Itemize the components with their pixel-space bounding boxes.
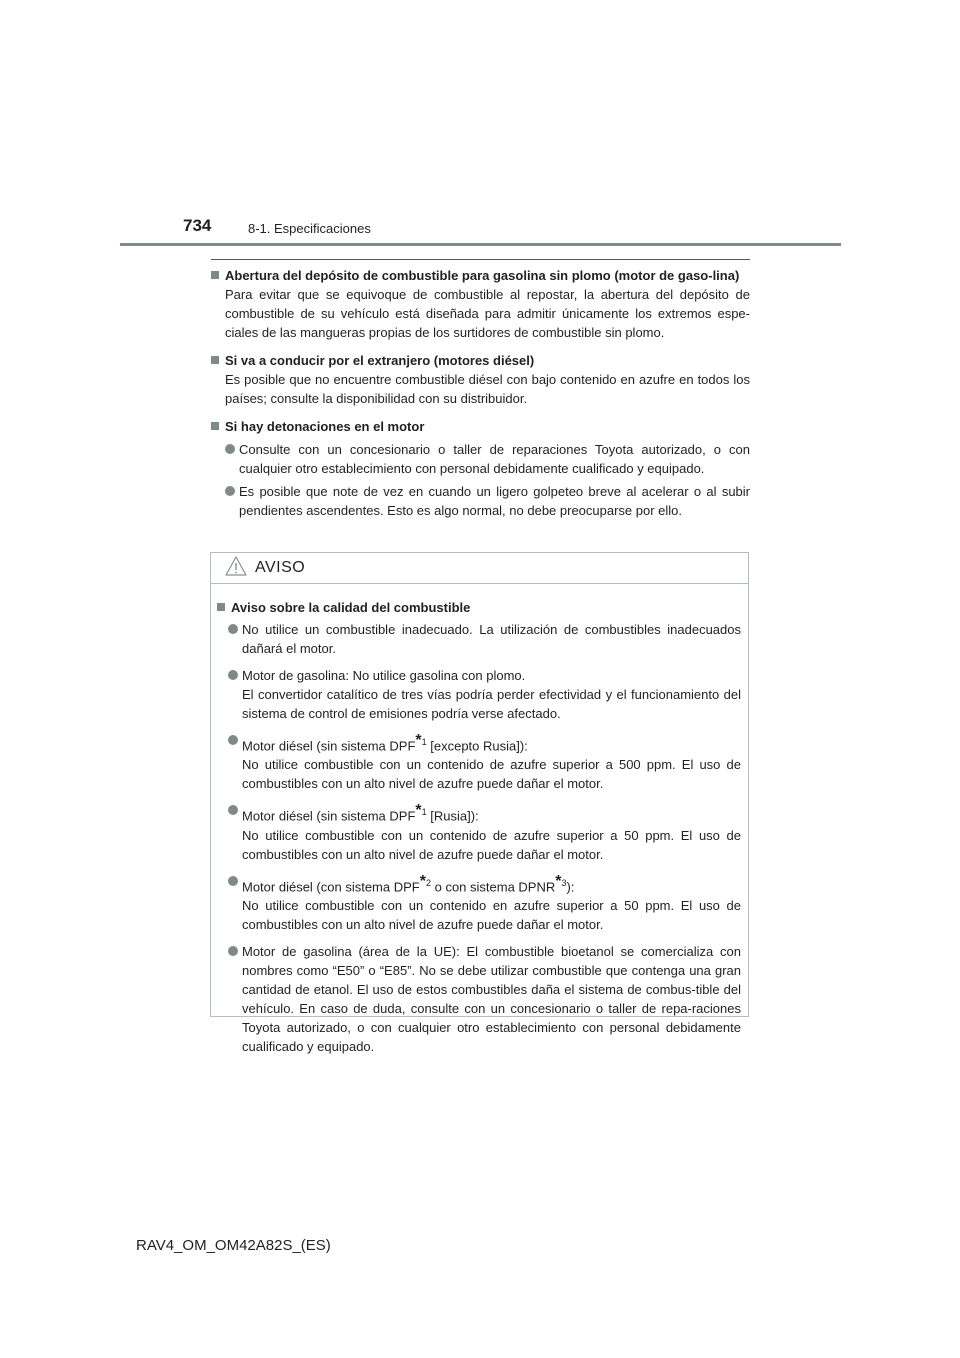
square-bullet-icon [211, 422, 219, 430]
warning-label: AVISO [255, 559, 306, 576]
bullet-line: Motor diésel (con sistema DPF [242, 878, 420, 894]
item-heading [211, 351, 750, 370]
warning-heading [217, 598, 741, 617]
footnote-asterisk: * [415, 732, 422, 749]
bullet-line: No utilice combustible con un contenido de azufre superior a 50 ppm. El uso de combustibles con un alto nivel de azufre puede dañar el motor. [242, 827, 741, 862]
item-heading [211, 266, 750, 285]
item-title: Abertura del depósito de combustible para gasolina sin plomo (motor de gaso-lina) [225, 268, 740, 283]
bullet-line: El convertidor catalítico de tres vías podría perder efectividad y el funcionamiento del sistema de control de emisiones podría verse afectado. [242, 687, 741, 721]
square-bullet-icon [217, 603, 225, 611]
list-item [211, 482, 750, 520]
bullet-line: No utilice combustible con un contenido de azufre superior a 500 ppm. El uso de combustibles con un alto nivel de azufre puede dañar el motor. [242, 757, 741, 792]
circle-bullet-icon [225, 444, 235, 454]
warning-triangle-icon [225, 556, 247, 581]
list-item [217, 666, 741, 723]
item-title: Si va a conducir por el extranjero (motores diésel) [225, 353, 535, 368]
circle-bullet-icon [228, 876, 238, 886]
circle-bullet-icon [228, 624, 238, 634]
footnote-number: 2 [425, 877, 431, 888]
list-item [217, 942, 741, 1056]
bullet-text [242, 801, 741, 863]
footnote-asterisk: * [555, 872, 562, 890]
bullet-line: [Rusia]): [426, 808, 479, 824]
warning-title: Aviso sobre la calidad del combustible [231, 600, 471, 615]
footnote-number: 1 [421, 737, 427, 747]
section-fuel-opening [211, 266, 750, 342]
bullet-line: Motor de gasolina: No utilice gasolina con plomo. [242, 668, 526, 683]
bullet-text: Motor de gasolina (área de la UE): El combustible bioetanol se comercializa con nombres como “E50” o “E85”. No se debe utilizar combustible que contenga una gran cantidad de etanol. El uso de estos combustibles daña el sistema de combus-tible del vehículo. En caso de duda, consulte con un concesionario o taller de repa-raciones Toyota autorizado, o con cualquier otro establecimiento con personal debidamente cualificado y equipado. [242, 943, 741, 1054]
bullet-line: [excepto Rusia]): [426, 738, 528, 754]
list-item [217, 731, 741, 793]
section-abroad-diesel [211, 351, 750, 408]
footer-code: RAV4_OM_OM42A82S_(ES) [136, 1237, 331, 1254]
footnote-number: 1 [421, 807, 427, 818]
warning-box [210, 552, 749, 1054]
footnote-asterisk: * [419, 872, 426, 890]
main-content [211, 266, 750, 529]
bullet-text [242, 872, 741, 934]
warning-header [211, 553, 748, 584]
item-text: Es posible que no encuentre combustible diésel con bajo contenido en azufre en todos los países; consulte la disponibilidad con su distribuidor. [225, 372, 750, 406]
content-top-rule [211, 259, 750, 260]
item-text: Para evitar que se equivoque de combustible al repostar, la abertura del depósito de combustible de su vehículo está diseñada para admitir únicamente los extremos espe-ciales de las mangueras propias de los surtidores de combustible sin plomo. [225, 287, 750, 340]
page-number: 734 [183, 216, 212, 235]
circle-bullet-icon [228, 735, 238, 745]
section-title: 8-1. Especificaciones [248, 221, 371, 236]
list-item [217, 872, 741, 934]
square-bullet-icon [211, 271, 219, 279]
bullet-text [242, 731, 741, 793]
bullet-line: ): [566, 878, 575, 894]
list-item [211, 440, 750, 478]
bullet-line: Motor diésel (sin sistema DPF [242, 738, 416, 754]
list-item [217, 801, 741, 863]
list-item [217, 620, 741, 658]
bullet-text: Es posible que note de vez en cuando un ligero golpeteo breve al acelerar o al subir pendientes ascendentes. Esto es algo normal, no debe preocuparse por ello. [239, 484, 750, 518]
footnote-number: 3 [561, 877, 567, 888]
bullet-line: o con sistema DPNR [430, 878, 556, 894]
circle-bullet-icon [228, 946, 238, 956]
bullet-line: Motor diésel (sin sistema DPF [242, 808, 416, 824]
header-rule [120, 243, 841, 246]
circle-bullet-icon [228, 670, 238, 680]
section-engine-knock [211, 417, 750, 520]
square-bullet-icon [211, 356, 219, 364]
item-title: Si hay detonaciones en el motor [225, 419, 425, 434]
footnote-asterisk: * [415, 802, 422, 820]
bullet-line: No utilice combustible con un contenido en azufre superior a 50 ppm. El uso de combustibles con un alto nivel de azufre puede dañar el motor. [242, 897, 741, 932]
bullet-text: Consulte con un concesionario o taller de reparaciones Toyota autorizado, o con cualquier otro establecimiento con personal debidamente cualificado y equipado. [239, 442, 750, 476]
item-heading [211, 417, 750, 436]
warning-body [211, 584, 748, 1056]
bullet-text: No utilice un combustible inadecuado. La utilización de combustibles inadecuados dañará el motor. [242, 622, 741, 656]
circle-bullet-icon [228, 805, 238, 815]
bullet-text [242, 666, 741, 723]
circle-bullet-icon [225, 486, 235, 496]
